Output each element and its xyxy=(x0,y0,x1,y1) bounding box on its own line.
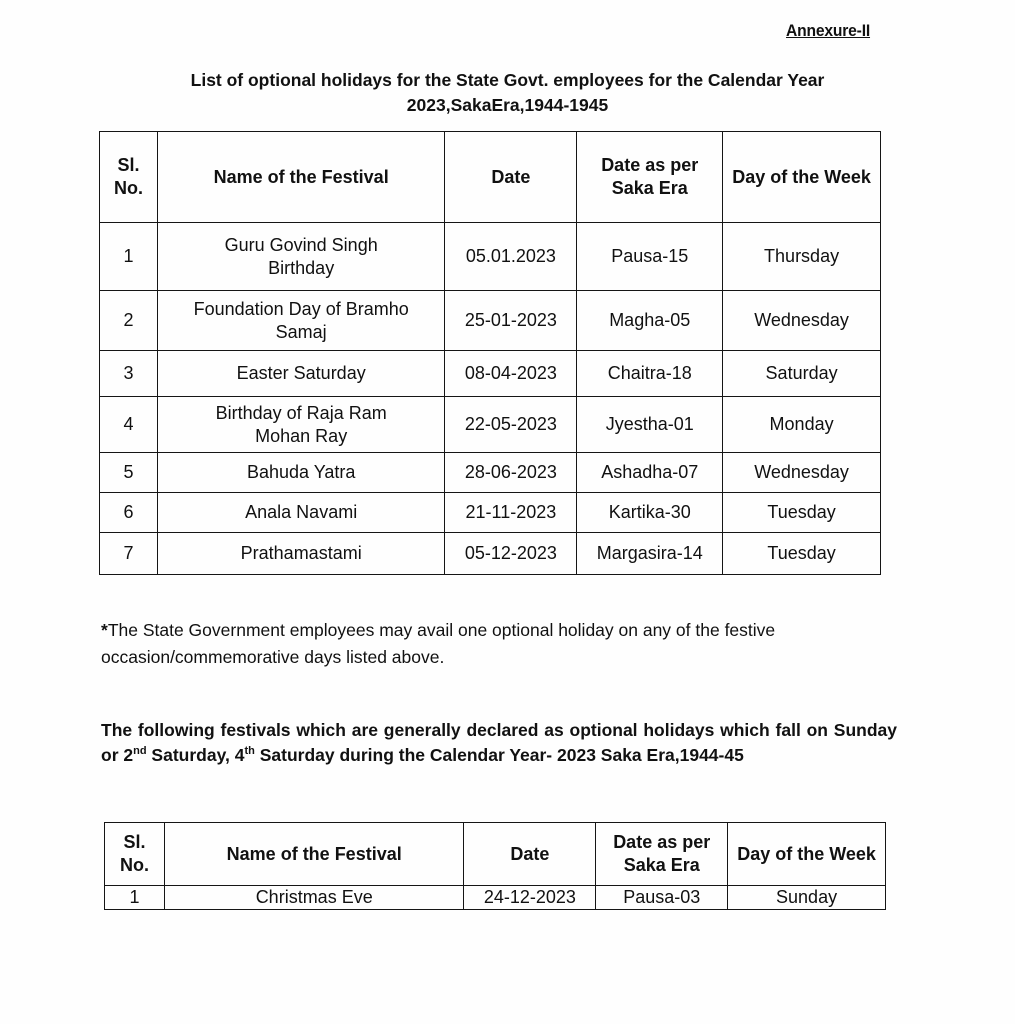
annexure-label: Annexure-II xyxy=(786,21,871,40)
cell-sl: 5 xyxy=(100,453,158,493)
cell-sl: 7 xyxy=(100,533,158,575)
para-text-1: The following festivals which are generally declared as optional holidays which fall on Sunday or 2 xyxy=(101,720,897,765)
header-day-of-week: Day of the Week xyxy=(728,823,886,886)
cell-date: 08-04-2023 xyxy=(445,351,577,397)
header-saka-date: Date as per Saka Era xyxy=(577,132,723,223)
cell-day: Thursday xyxy=(723,223,881,291)
cell-festival: Prathamastami xyxy=(157,533,445,575)
cell-date: 22-05-2023 xyxy=(445,397,577,453)
cell-festival: Birthday of Raja Ram Mohan Ray xyxy=(157,397,445,453)
cell-date: 24-12-2023 xyxy=(464,886,596,910)
cell-date: 21-11-2023 xyxy=(445,493,577,533)
optional-holidays-table xyxy=(99,131,881,575)
cell-sl: 1 xyxy=(105,886,165,910)
cell-saka: Chaitra-18 xyxy=(577,351,723,397)
cell-festival: Guru Govind Singh Birthday xyxy=(157,223,445,291)
para-text-3: Saturday during the Calendar Year- 2023 Saka Era,1944-45 xyxy=(254,745,744,765)
header-saka-date: Date as per Saka Era xyxy=(596,823,728,886)
table-row xyxy=(100,533,881,575)
table-row xyxy=(100,453,881,493)
cell-saka: Kartika-30 xyxy=(577,493,723,533)
cell-sl: 6 xyxy=(100,493,158,533)
weekend-holidays-table xyxy=(104,822,886,910)
header-festival-name: Name of the Festival xyxy=(164,823,464,886)
title-line-2: 2023,SakaEra,1944-1945 xyxy=(406,95,609,115)
cell-saka: Pausa-03 xyxy=(596,886,728,910)
cell-day: Wednesday xyxy=(723,291,881,351)
weekend-festivals-paragraph xyxy=(101,718,897,768)
cell-sl: 2 xyxy=(100,291,158,351)
cell-saka: Magha-05 xyxy=(577,291,723,351)
cell-saka: Margasira-14 xyxy=(577,533,723,575)
header-sl-no: Sl. No. xyxy=(105,823,165,886)
document-title xyxy=(120,68,895,118)
cell-date: 28-06-2023 xyxy=(445,453,577,493)
footnote xyxy=(101,617,901,671)
table-header-row xyxy=(100,132,881,223)
cell-date: 25-01-2023 xyxy=(445,291,577,351)
cell-saka: Pausa-15 xyxy=(577,223,723,291)
footnote-asterisk: * xyxy=(101,620,108,640)
table-row xyxy=(105,886,886,910)
cell-date: 05.01.2023 xyxy=(445,223,577,291)
table-header-row xyxy=(105,823,886,886)
cell-sl: 3 xyxy=(100,351,158,397)
cell-day: Tuesday xyxy=(723,533,881,575)
cell-saka: Ashadha-07 xyxy=(577,453,723,493)
cell-day: Monday xyxy=(723,397,881,453)
cell-festival: Bahuda Yatra xyxy=(157,453,445,493)
cell-festival: Foundation Day of Bramho Samaj xyxy=(157,291,445,351)
cell-sl: 4 xyxy=(100,397,158,453)
cell-date: 05-12-2023 xyxy=(445,533,577,575)
cell-day: Saturday xyxy=(723,351,881,397)
cell-day: Wednesday xyxy=(723,453,881,493)
header-date: Date xyxy=(464,823,596,886)
footnote-text: The State Government employees may avail one optional holiday on any of the festive occasion/commemorative days listed above. xyxy=(101,620,776,667)
table-row xyxy=(100,351,881,397)
cell-saka: Jyestha-01 xyxy=(577,397,723,453)
header-day-of-week: Day of the Week xyxy=(723,132,881,223)
cell-day: Tuesday xyxy=(723,493,881,533)
table-row xyxy=(100,397,881,453)
header-festival-name: Name of the Festival xyxy=(157,132,445,223)
table-row xyxy=(100,223,881,291)
header-date: Date xyxy=(445,132,577,223)
table-row xyxy=(100,291,881,351)
para-sup-th: th xyxy=(244,745,255,758)
title-line-1: List of optional holidays for the State Govt. employees for the Calendar Year xyxy=(190,70,825,90)
para-sup-nd: nd xyxy=(133,745,147,758)
cell-festival: Christmas Eve xyxy=(164,886,464,910)
cell-day: Sunday xyxy=(728,886,886,910)
cell-sl: 1 xyxy=(100,223,158,291)
table-row xyxy=(100,493,881,533)
cell-festival: Anala Navami xyxy=(157,493,445,533)
cell-festival: Easter Saturday xyxy=(157,351,445,397)
header-sl-no: Sl. No. xyxy=(100,132,158,223)
para-text-2: Saturday, 4 xyxy=(146,745,245,765)
